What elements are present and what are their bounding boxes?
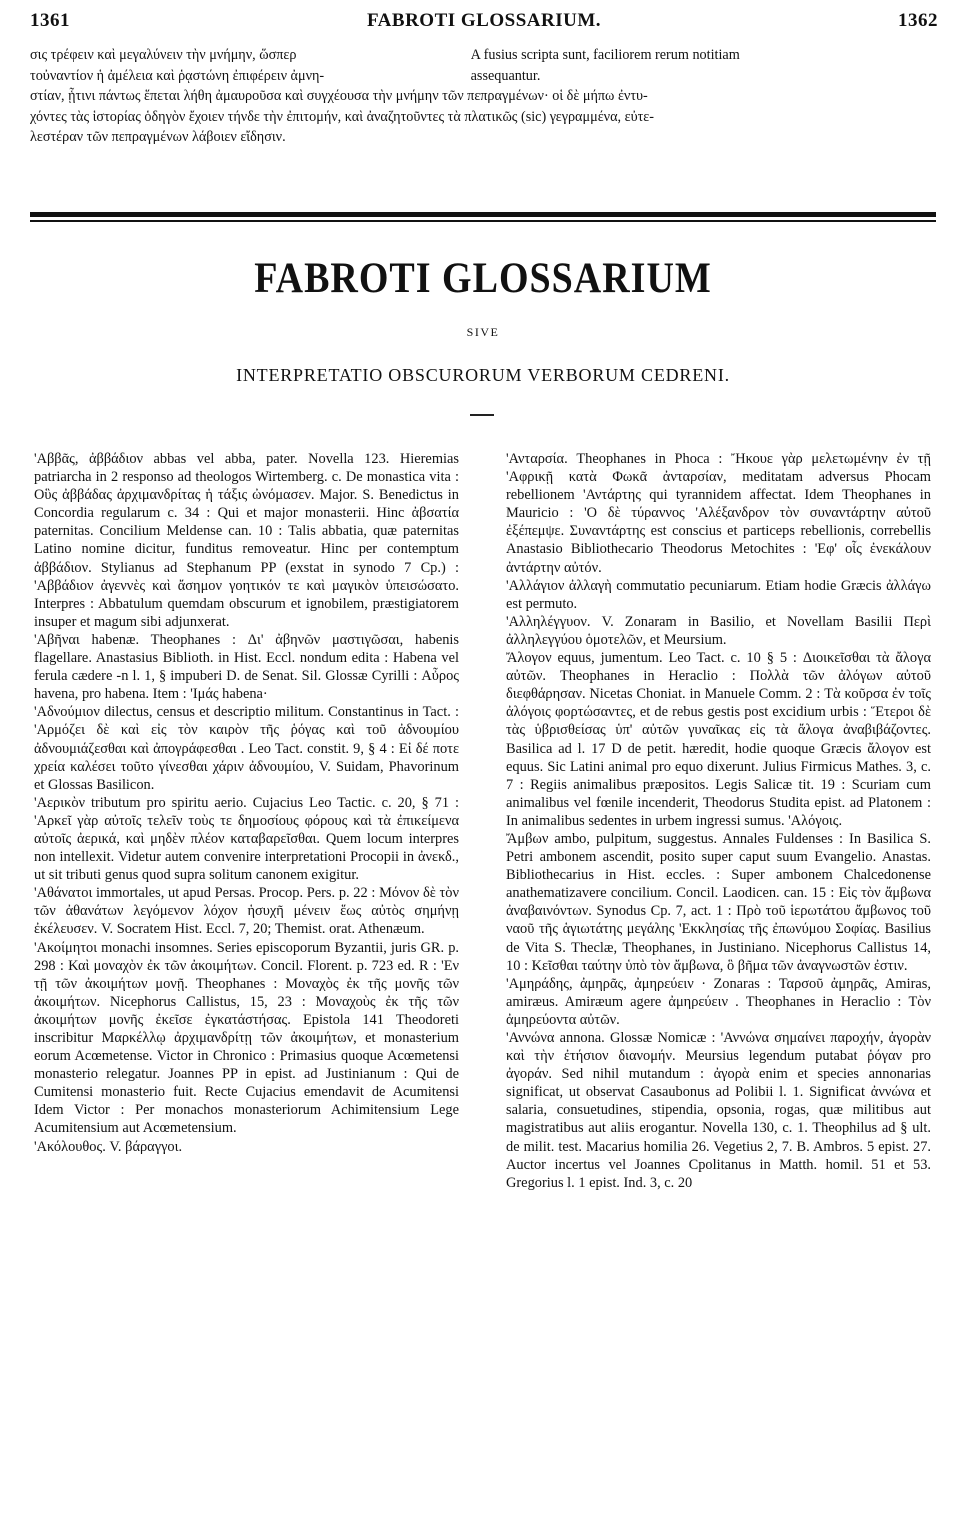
right-column [506,450,931,1192]
intro-row-1-greek: σις τρέφειν καὶ μεγαλύνειν τὴν μνήμην, ὥσπερ [30,47,297,63]
running-title: FABROTI GLOSSARIUM. [366,10,601,31]
entry-allagion: 'Αλλάγιον ἀλλαγὴ commutatio pecuniarum. Etiam hodie Græcis ἀλλάγω est permuto. [506,577,931,612]
entry-abenai: 'Αβῆναι habenæ. Theophanes : Δι' ἀβηνῶν μαστιγῶσαι, habenis flagellare. Anastasius Biblioth. in Hist. Eccl. nondum edita : Habena vel ferula cædere -n l. 1, § impuberi D. de Senat. Sil. Glossæ Cyrilli : Αὖρος havena, pro habena. Item : 'Ιμάς habena· [34,631,459,703]
entry-ambon: Ἄμβων ambo, pulpitum, suggestus. Annales Fuldenses : In Basilica S. Petri ambonem ascendit, posito super caput suum Evangelio. Anastas. Bibliothecarius in Hist. eccles. : Super ambonem Chalcedonense anathematizavere concilium. Concil. Laodicen. can. 15 : Εἰς τὸν ἄμβωνα ἀναβαινόντων. Synodus Cp. 7, act. 1 : Πρὸ τοῦ ἱερωτάτου ἄμβωνος τοῦ ναοῦ τῆς ἁγιωτάτης μεγάλης 'Εκκλησίας τῆς ἐπωνύμου Σοφίας. Basilius de Vita S. Theclæ, Theophanes, in Justiniano. Nicephorus Callistus 14, 10 : Κεῖσθαι ταύτην ὑπὸ τὸν ἄμβωνα, ὃ βῆμα τῶν ἀναγνωστῶν ἐστιν. [506,830,931,974]
left-page-number: 1361 [30,10,70,31]
entry-abbas: 'Αββᾶς, ἀββάδιον abbas vel abba, pater. Novella 123. Hieremias patriarcha in 2 responso ad theologos Wirtemberg. c. De monastica vita : Οὓς ἀββάδας ἀρχιμανδρίτας ἡ τάξις ὠνόμασεν. Major. S. Benedictus in Concordia regularum c. 34 : Qui et major monasterii. Hinc ἀβσατία paternitas. Concilium Meldense can. 10 : Talis abbatia, quæ paternitas Latino nomine dicitur, funditus removeatur. Hinc per contemptum ἀββάδιον. Stylianus ad Stephanum PP (exstat in synodo 7 Cp.) : 'Αββάδιον ἀγεννὲς καὶ ἄσημον γοητικόν τε καὶ μαγικὸν ὑπεισώσατο. Interpres : Abbatulum quemdam obscurum et ignobilem, præstigiatorem insuper et magum sibi adjunxerat. [34,451,459,630]
intro-line-5: λεστέραν τῶν πεπραγμένων λάβοιεν εἴδησιν. [30,129,286,145]
intro-row-1 [30,45,936,66]
section-rule-thin [30,220,936,222]
intro-line-4: χόντες τὰς ἱστορίας ὁδηγὸν ἔχοιεν τήνδε τὴν ἐπιτομήν, καὶ ἀναζητοῦντες τὰ πλατικῶς (sic) γεγραμμένα, εὐτε- [30,108,654,125]
intro-text [30,45,936,148]
entry-allelengyon: 'Αλληλέγγυον. V. Zonaram in Basilio, et Novellam Basilii Περὶ ἀλληλεγγύου ὁμοτελῶν, et Meursium. [506,613,931,648]
entry-akolouthos: 'Ακόλουθος. V. βάραγγοι. [34,1138,183,1155]
left-column [34,450,459,1156]
title-dash [470,414,494,416]
sive-label: SIVE [466,325,500,339]
intro-row-1-latin: A fusius scripta sunt, faciliorem rerum notitiam [470,47,740,63]
entry-annona: 'Αννώνα annona. Glossæ Nomicæ : 'Αννώνα σημαίνει παροχήν, ἀγορὰν καὶ τὴν ἐτήσιον διανομήν. Meursius legendum putabat ῥόγαν pro ἀγοράν. Sed nihil mutandum : ἀγορὰ enim et species annonarias significat, ut observat Casaubonus ad Polibii l. 1. Significat ἀννώνα et salaria, consuetudines, stipendia, opsonia, rogas, quæ militibus aut magistratibus aut aliis erogantur. Novella 130, c. 1. Theophilus ad § ult. de milit. test. Macarius homilia 26. Vegetius 2, 7. B. Ambros. 5 epist. 27. Auctor incertus vel Joannes Cpolitanus in Matth. homil. 51 et 53. Gregorius l. 1 epist. Ind. 3, c. 20 [506,1030,931,1191]
page-header [30,10,938,36]
intro-row-2-latin: assequantur. [470,67,541,84]
entry-alogon: Ἄλογον equus, jumentum. Leo Tact. c. 10 § 5 : Διοικεῖσθαι τὰ ἄλογα αὐτῶν. Theophanes in Heraclio : Πολλὰ τῶν ἀλόγων αὐτοῦ διεφθάρησαν. Nicetas Choniat. in Manuele Comm. 2 : Τὰ κοῦρσα ἐν τοῖς ἀλόγοις φορτώσαντες, et de rebus gestis post excidium urbis : Ἕτεροι δὲ τὰς ὑβρισθείσας ὑπ' αὐτῶν γυναῖκας εἰς τὰ ἄλογα ἀναβιβάζοντες. Basilica ad l. 17 D de petit. hæredit, hodie quoque Græcis ἄλογον est equus. Sic Latini animal pro equo dixerunt. Julius Firmicus Mathes. 3, c. 7 : Regiis animalibus præpositos. Legis Salicæ tit. 19 : Scuriam cum animalibus vel fœnile incenderit, Theodorus Studita epist. ad Platonem : In animalibus sedentes in urbem ingressi sumus. 'Αλόγοις. [506,650,931,829]
entry-antarsia: 'Ανταρσία. Theophanes in Phoca : Ἤκουε γὰρ μελετωμένην ἐν τῇ 'Αφρικῇ κατὰ Φωκᾶ ἀνταρσίαν, meditatam adversus Phocam rebellionem 'Αντάρτης qui tyrannidem affectat. Idem Theophanes in Mauricio : 'Ο δὲ τύραννος 'Αλέξανδρον τὸν συναντάρτην αὐτοῦ ἐξέπεμψε. Συναντάρτης est conscius et particeps rebellionis, correbellis Anastasio Bibliothecario Theodorus Metochites : 'Εφ' οἷς ἐνεκάλουν ἀντάρτην αὐτόν. [506,451,931,576]
glossary-title: FABROTI GLOSSARIUM [254,254,712,303]
entry-amerades: 'Αμηράδης, ἀμηρᾶς, ἀμηρεύειν · Zonaras : Ταρσοῦ ἀμηρᾶς, Amiras, amiræus. Amiræum agere ἀμηρεύειν . Theophanes in Heraclio : Τὸν ἀμηρεύοντα αὐτῶν. [506,975,931,1028]
intro-row-2 [30,66,936,87]
entry-athanatoi: 'Αθάνατοι immortales, ut apud Persas. Procop. Pers. p. 22 : Μόνον δὲ τὸν τῶν ἀθανάτων λεγόμενον λόχον ἡσυχῆ μένειν ἕως αὐτὸς σημήνῃ ἐκέλευσεν. V. Socratem Hist. Eccl. 7, 20; Themist. orat. Athenæum. [34,885,459,938]
section-rule-thick [30,212,936,217]
intro-line-3: στίαν, ᾗτινι πάντως ἕπεται λήθη ἀμαυροῦσα καὶ συγχέουσα τὴν μνήμην τῶν πεπραγμένων· οἱ δὲ μήπω ἐντυ- [30,88,648,104]
entry-akoimetoi: 'Ακοίμητοι monachi insomnes. Series episcoporum Byzantii, juris GR. p. 298 : Καὶ μοναχὸν ἐκ τῶν ἀκοιμήτων. Concil. Florent. p. 723 ed. R : 'Εν τῇ τῶν ἀκοιμήτων μονῇ. Theophanes : Μοναχὸς ἐκ τῆς μονῆς τῶν ἀκοιμήτων. Nicephorus Callistus, 15, 23 : Μοναχοὺς ἐκ τῆς τῶν ἀκοιμήτων μονῆς ἐκεῖσε ἐγκατάστήσας. Epistola 141 Theodoreti inscribitur Μαρκέλλῳ ἀρχιμανδρίτῃ τῶν ἀκοιμήτων, et monasterium eorum Acœmetense. Victor in Chronico : Primasius quoque Acœmetensi monasterio relegatur. Joannes PP in epist. ad Justinianum : Qui de Cumitensi monasterio fuit. Recte Cujacius emendavit de Acumitensi Idem Victor : Per monachos monasteriorum Achimitensium Lege Acumitensium aut Acœmetensium. [34,939,459,1137]
intro-row-2-greek: τοὐναντίον ἡ ἀμέλεια καὶ ῥᾳστώνη ἐπιφέρειν ἀμνη- [30,67,325,84]
entry-adnoumion: 'Αδνούμιον dilectus, census et descriptio militum. Constantinus in Tact. : 'Αρμόζει δὲ καὶ εἰς τὸν καιρὸν τῆς ῥόγας καὶ τοῦ ἀδνουμίου ἀδνουμιάζεσθαι καὶ ἀπογράφεσθαι . Leo Tact. constit. 9, § 4 : Εἰ δέ ποτε χρεία καλέσει τοῦτο γίνεσθαι χάριν ἀδνουμίου, V. Suidam, Phavorinum et Glossas Basilicon. [34,704,459,793]
glossary-subtitle: INTERPRETATIO OBSCURORUM VERBORUM CEDRENI. [236,365,730,385]
entry-aerikon: 'Αερικὸν tributum pro spiritu aerio. Cujacius Leo Tactic. c. 20, § 71 : 'Αρκεῖ γὰρ αὐτοῖς τελεῖν τοὺς τε δημοσίους φόρους καὶ τὰ ἐπικείμενα αὐτοῖς ἀερικά, καὶ μηδὲν πλέον καταβαρεῖσθαι. Quem locum interpres non intellexit. Videtur autem convenire interpretationi Procopii in ἀνεκδ., ut sit tributi genus quod supra solitum canonem exigitur. [34,794,459,884]
right-page-number: 1362 [898,10,938,31]
